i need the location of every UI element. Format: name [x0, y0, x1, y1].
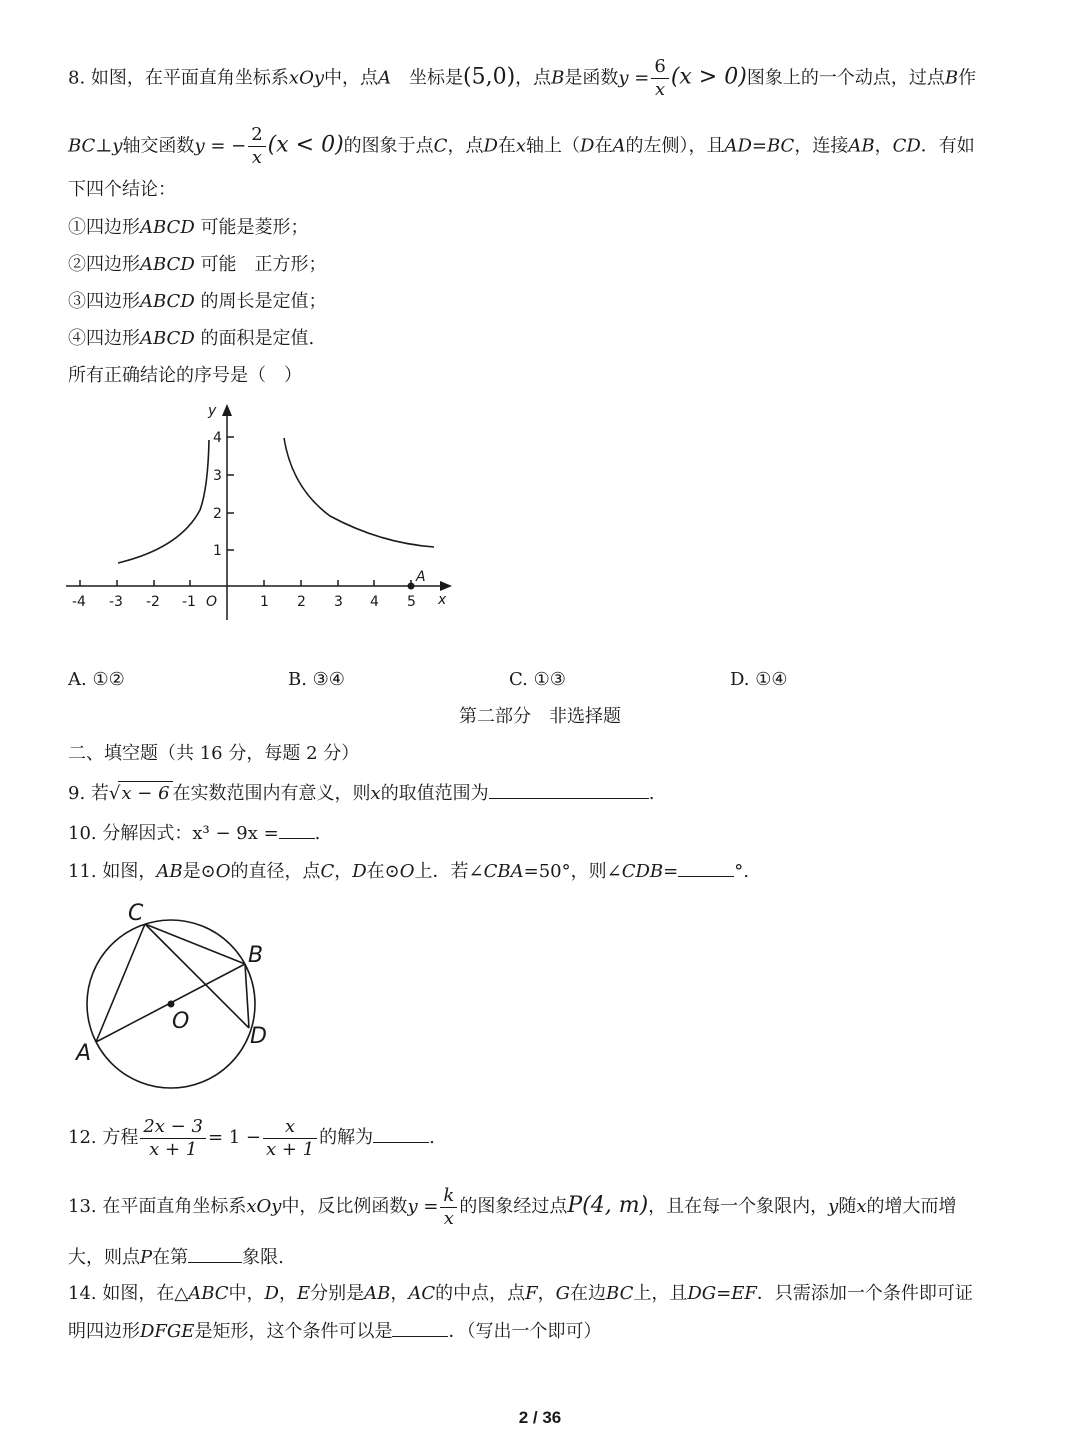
q14-text: ．（写出一个即可） — [448, 1321, 602, 1342]
choice-c[interactable]: C. ①③ — [509, 669, 566, 690]
q11-ab: AB — [156, 861, 183, 882]
q11-c: C — [320, 861, 335, 882]
q9-answer-blank[interactable] — [489, 780, 649, 799]
q14-text: 14. 如图，在△ — [68, 1283, 189, 1304]
q9-radicand: x − 6 — [118, 781, 172, 806]
x-tick-label: 5 — [407, 594, 416, 610]
q10-text: . — [314, 823, 321, 844]
q13-x: x — [856, 1196, 867, 1217]
q14-bc: BC — [606, 1283, 634, 1304]
x-tick-label: 4 — [370, 594, 379, 610]
frac-numerator: x — [263, 1116, 317, 1139]
option-number: ③ — [68, 291, 86, 312]
frac-numerator: 2 — [248, 124, 265, 147]
q11-cba: CBA — [483, 861, 524, 882]
q12-text: 12. 方程 — [68, 1127, 139, 1148]
q8-point-c: C — [433, 135, 448, 157]
q14-text: ， — [390, 1283, 409, 1304]
segment-ca — [96, 924, 145, 1042]
q8-point-a: A — [612, 135, 626, 157]
q8-xoy: xOy — [288, 67, 324, 89]
option-text: 可能 正方形； — [200, 254, 327, 275]
q11 — [68, 858, 749, 884]
q11-o: O — [399, 861, 415, 882]
q8-func-y: y = — [618, 67, 650, 89]
q13-fraction — [440, 1185, 457, 1230]
curve-right-branch — [284, 438, 434, 547]
x-tick-label: 2 — [297, 594, 306, 610]
q8-point-b: B — [944, 67, 959, 89]
label-b: B — [248, 943, 264, 968]
q14-line1 — [68, 1282, 973, 1306]
frac-denominator: x — [443, 1207, 454, 1229]
frac-denominator: x — [251, 147, 263, 168]
graph-origin-label: O — [206, 594, 218, 610]
q8-coord: (5,0) — [463, 64, 516, 90]
page-number: 2 / 36 — [518, 1408, 562, 1427]
q14-text: 在边 — [570, 1283, 607, 1304]
y-axis-arrow — [222, 404, 232, 416]
q14-text: 分别是 — [310, 1283, 365, 1304]
q8-line2 — [68, 124, 975, 169]
frac-denominator: x + 1 — [149, 1138, 198, 1160]
x-axis-arrow — [440, 581, 452, 591]
q14-line2 — [68, 1318, 601, 1344]
y-tick-label: 3 — [213, 468, 222, 484]
option-text: 可能是菱形； — [200, 217, 309, 238]
q8-condition: (x > 0) — [670, 64, 747, 90]
q11-text: 的直径，点 — [230, 861, 321, 882]
q11-text: 11. 如图， — [68, 861, 157, 882]
x-tick-label: -4 — [72, 594, 86, 610]
q12 — [68, 1110, 435, 1166]
graph-point-a-label: A — [416, 569, 426, 585]
q13-line1 — [68, 1178, 957, 1235]
q8-text: 轴上（ — [526, 135, 581, 157]
q14-text: ， — [537, 1283, 556, 1304]
sqrt-symbol: √ — [108, 783, 121, 804]
q14-text: 的中点，点 — [435, 1283, 526, 1304]
q8-text: ， — [874, 135, 893, 157]
q11-circle-figure — [68, 898, 288, 1098]
q8-option-3 — [68, 290, 327, 314]
option-number: ② — [68, 254, 86, 275]
label-o: O — [172, 1009, 190, 1034]
q8-point-d: D — [580, 135, 595, 157]
q14-text: 明四边形 — [68, 1321, 140, 1342]
q13-point-p: P(4, m) — [567, 1193, 649, 1218]
x-tick-label: -3 — [109, 594, 123, 610]
option-quad: ABCD — [140, 328, 195, 349]
option-number: ① — [68, 217, 86, 238]
frac-numerator: 6 — [651, 56, 668, 79]
graph-x-label: x — [438, 592, 447, 608]
q14-text: 上，且 — [633, 1283, 688, 1304]
y-tick-label: 1 — [213, 543, 222, 559]
option-text: 的周长是定值； — [200, 291, 327, 312]
frac-numerator: 2x − 3 — [140, 1116, 206, 1139]
segment-bd — [245, 964, 249, 1028]
q12-text: 的解为 — [319, 1127, 374, 1148]
q13-point-p: P — [140, 1247, 153, 1268]
q8-point-d: D — [483, 135, 498, 157]
q13-y: y — [828, 1196, 839, 1217]
frac-denominator: x — [655, 79, 666, 100]
q8-text: ，连接 — [794, 135, 849, 157]
curve-left-branch — [118, 440, 209, 563]
q8-point-a: A — [378, 67, 391, 89]
q12-text: . — [429, 1127, 435, 1148]
choice-d[interactable]: D. ①④ — [730, 669, 788, 690]
label-d: D — [250, 1024, 267, 1049]
q8-condition: (x < 0) — [267, 132, 344, 158]
q10-text: 10. 分解因式： — [68, 823, 193, 844]
option-quad: ABCD — [140, 291, 195, 312]
q8-text: 的图象于点 — [343, 135, 434, 157]
q8-fraction-6x — [651, 56, 668, 101]
q9-text: . — [648, 783, 655, 804]
q8-x: x — [515, 135, 527, 157]
option-text: 的面积是定值. — [200, 328, 315, 349]
q11-text: °. — [734, 861, 749, 882]
label-a: A — [76, 1041, 92, 1066]
q8-option-1 — [68, 216, 309, 240]
q11-text: = — [663, 861, 679, 882]
q12-fraction-2 — [263, 1116, 317, 1161]
q8-text: 在 — [497, 135, 516, 157]
q11-text: 上．若∠ — [414, 861, 484, 882]
x-tick-label: -2 — [146, 594, 160, 610]
option-text: 四边形 — [86, 254, 140, 275]
q8-line3: 下四个结论： — [68, 179, 176, 200]
q13-text: 的图象经过点 — [459, 1196, 568, 1217]
q8-line1 — [68, 56, 976, 101]
q11-text: =50°，则∠ — [523, 861, 622, 882]
q12-fraction-1 — [140, 1116, 206, 1161]
q8-fraction-2x — [248, 124, 265, 169]
option-text: 四边形 — [86, 328, 140, 349]
q9-x: x — [370, 783, 381, 804]
q8-text: 在 — [594, 135, 613, 157]
q8-text: ，点 — [447, 135, 484, 157]
q13-text: 象限. — [242, 1247, 284, 1268]
choice-a[interactable]: A. ①② — [68, 669, 125, 690]
q14-text: 是矩形，这个条件可以是 — [194, 1321, 393, 1342]
frac-denominator: x + 1 — [266, 1138, 315, 1160]
frac-numerator: k — [440, 1185, 457, 1208]
q13-text: 在第 — [152, 1247, 189, 1268]
option-text: 四边形 — [86, 217, 140, 238]
q8-number: 8. — [68, 67, 86, 89]
x-tick-label: -1 — [182, 594, 196, 610]
q13-text: 13. 在平面直角坐标系 — [68, 1196, 247, 1217]
y-tick-label: 4 — [213, 430, 222, 446]
segment-cd — [145, 924, 249, 1028]
q13-func-y: y = — [407, 1196, 439, 1217]
q10-expr: x³ − 9x = — [192, 823, 279, 844]
q8-ad-bc: AD=BC — [724, 135, 795, 157]
x-tick-label: 3 — [334, 594, 343, 610]
q8-cd: CD — [892, 135, 921, 157]
q14-abc: ABC — [188, 1283, 229, 1304]
q8-text: 中，点 — [324, 67, 378, 89]
q13-text: ，且在每一个象限内， — [648, 1196, 829, 1217]
q13-text: 随 — [838, 1196, 857, 1217]
q11-text: 是⊙ — [182, 861, 216, 882]
q13-line2 — [68, 1244, 284, 1270]
q8-bc: BC⊥y — [68, 135, 123, 157]
q13-text: 中，反比例函数 — [281, 1196, 408, 1217]
q11-text: 在⊙ — [366, 861, 400, 882]
q8-text: ．有如 — [920, 135, 975, 157]
q10-answer-blank[interactable] — [279, 820, 315, 839]
q12-eq: = 1 − — [207, 1127, 262, 1148]
fill-header: 二、填空题（共 16 分，每题 2 分） — [68, 743, 360, 764]
q9-text: 的取值范围为 — [380, 783, 489, 804]
q14-d: D — [264, 1283, 279, 1304]
center-o-dot — [168, 1001, 175, 1008]
q9-text: 9. 若 — [68, 783, 109, 804]
q8-text: 图象上的一个动点，过点 — [746, 67, 945, 89]
q8-prompt: 所有正确结论的序号是（ ） — [68, 365, 302, 386]
q9 — [68, 780, 654, 806]
q8-text: 的左侧），且 — [625, 135, 725, 157]
q12-answer-blank[interactable] — [373, 1124, 429, 1143]
option-number: ④ — [68, 328, 86, 349]
q14-ac: AC — [408, 1283, 436, 1304]
q8-text: 作 — [958, 67, 977, 89]
q8-text: 坐标是 — [409, 67, 463, 89]
q14-dg-ef: DG=EF — [687, 1283, 757, 1304]
q14-dfge: DFGE — [140, 1321, 195, 1342]
q11-o: O — [215, 861, 231, 882]
q13-xoy: xOy — [246, 1196, 282, 1217]
q8-text: 轴交函数 — [122, 135, 195, 157]
choice-b[interactable]: B. ③④ — [288, 669, 345, 690]
q8-func-y: y = − — [194, 135, 247, 157]
q14-f: F — [525, 1283, 538, 1304]
q13-answer-blank[interactable] — [188, 1244, 242, 1263]
option-quad: ABCD — [140, 217, 195, 238]
q11-text: ， — [334, 861, 353, 882]
section-title: 第二部分 非选择题 — [459, 706, 621, 727]
q14-answer-blank[interactable] — [392, 1318, 448, 1337]
q8-text: 如图，在平面直角坐标系 — [90, 67, 289, 89]
q8-graph — [60, 398, 460, 628]
q11-cdb: CDB — [621, 861, 664, 882]
q8-option-4 — [68, 327, 314, 351]
q14-g: G — [555, 1283, 571, 1304]
q11-d: D — [352, 861, 367, 882]
q14-text: ．只需添加一个条件即可证 — [756, 1283, 973, 1304]
q11-answer-blank[interactable] — [678, 858, 734, 877]
point-a-marker — [408, 583, 415, 590]
q14-text: 中， — [228, 1283, 265, 1304]
q13-text: 的增大而增 — [866, 1196, 957, 1217]
label-c: C — [128, 901, 144, 926]
graph-y-label: y — [208, 403, 217, 419]
option-quad: ABCD — [140, 254, 195, 275]
x-tick-label: 1 — [260, 594, 269, 610]
y-tick-label: 2 — [213, 506, 222, 522]
q14-e: E — [296, 1283, 311, 1304]
q8-text: 是函数 — [564, 67, 619, 89]
q14-ab: AB — [364, 1283, 391, 1304]
q8-ab: AB — [848, 135, 875, 157]
option-text: 四边形 — [86, 291, 140, 312]
q9-text: 在实数范围内有意义，则 — [172, 783, 371, 804]
q8-point-b: B — [551, 67, 565, 89]
q13-text: 大，则点 — [68, 1247, 140, 1268]
q14-text: ， — [278, 1283, 297, 1304]
q10 — [68, 820, 320, 846]
q8-text: ，点 — [515, 67, 552, 89]
q8-option-2 — [68, 253, 327, 277]
